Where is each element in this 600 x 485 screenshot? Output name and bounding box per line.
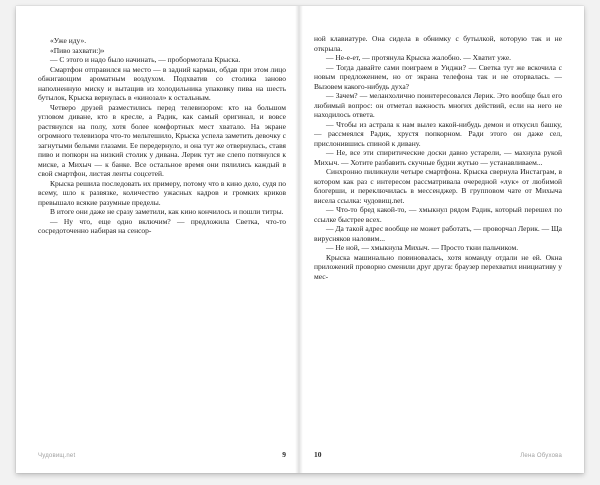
page-number-right: 10 [314, 450, 322, 459]
book-spread [16, 6, 584, 473]
paragraph: Смартфон отправился на место — в задний карман, обдав при этом лицо обжигающим ароматным воздухом. Подхватив со столика заново наполненную миску и вытащив из холодильника упаковку пива на шесть бутылок, Крыска вернулась в «кинозал» к остальным. [38, 64, 286, 103]
paragraph: — Тогда давайте сами поиграем в Уиджи? — Светка тут же вскочила с новым предложением, но от экрана телефона так и не оторвалась. — Вызовем какого-нибудь духа? [314, 62, 562, 91]
paragraph: — Чтобы из астрала к нам вылез какой-нибудь демон и откусил башку, — рассмеялся Радик, хрустя попкорном. Ради этого он даже сел, прислонившись спиной к дивану. [314, 119, 562, 148]
paragraph: — С этого и надо было начинать, — пробормотала Крыска. [50, 55, 241, 65]
paragraph: — Не-е-ет, — протянула Крыска жалобно. — Хватит уже. [326, 53, 512, 63]
book-spine [295, 6, 303, 473]
page-right [303, 6, 584, 473]
paragraph: Четверо друзей разместились перед телевизором: кто на большом угловом диване, кто в кресле, а Радик, как самый оригинал, и вовсе растянулся на полу, хотя более комфортных мест хватало. На экране огромного телевизора что-то мельтешило, Крыска успела заметить девочку с загнутыми белыми глазами. Ее передернуло, и она тут же отвернулась, ставя пиво и попкорн на низкий столик у дивана. Лерик тут же слепо потянулся к миске, а Михыч — к банке. Все остальное время они пялились каждый в свой смартфон, листая ленты соцсетей. [38, 102, 286, 179]
paragraph: В итоге они даже не сразу заметили, как кино кончилось и пошли титры. [50, 207, 284, 217]
paragraph: — Что-то бред какой-то, — хмыкнул рядом Радик, который перешел по ссылке быстрее всех. [314, 205, 562, 224]
book-title-footer: Чудовищ.net [38, 453, 76, 459]
page-right-footer [314, 442, 562, 459]
page-left-footer [38, 442, 286, 459]
paragraph: «Уже иду». [50, 36, 87, 45]
page-left [16, 6, 295, 473]
paragraph: — Ну что, еще одно включим? — предложила Светка, что-то сосредоточенно набирая на сенсор- [38, 216, 286, 236]
paragraph: ной клавиатуре. Она сидела в обнимку с бутылкой, которую так и не открыла. [314, 34, 562, 53]
paragraph: Крыска решила последовать их примеру, потому что в кино дело, судя по всему, шло к развязке, количество ужасных кадров и громких криков превышало всякие разумные пределы. [38, 178, 286, 207]
paragraph: — Не, все эти спиритические доски давно устарели, — махнула рукой Михыч. — Хотите разбавить скучные будни жутью — устанавливаем... [314, 148, 562, 167]
paragraph: Крыска машинально повиновалась, хотя команду отдали не ей. Окна приложений проворно сменили друг друга: браузер перехватил инициативу у мес- [314, 252, 562, 281]
paragraph: — Зачем? — меланхолично поинтересовался Лерик. Это вообще был его любимый вопрос: он отметал важность многих действий, если на него не находилось ответа. [314, 91, 562, 120]
paragraph: Синхронно пиликнули четыре смартфона. Крыска свернула Инстаграм, в котором как раз с интересом рассматривала очередной «лук» от любимой блогерши, и переключилась в мессенджер. В групповом чате от Михыча висела ссылка: чудовищ.net. [314, 167, 562, 205]
page-left-text [38, 36, 286, 442]
paragraph: «Пиво захвати:)» [50, 45, 105, 55]
paragraph: — Да такой адрес вообще не может работать, — проворчал Лерик. — Ща вирусняков наловим... [314, 224, 562, 243]
paragraph: — Не ной, — хмыкнула Михыч. — Просто ткни пальчиком. [326, 243, 519, 253]
page-right-text [314, 34, 562, 442]
author-footer: Лена Обухова [520, 453, 562, 459]
page-number-left: 9 [282, 450, 286, 459]
